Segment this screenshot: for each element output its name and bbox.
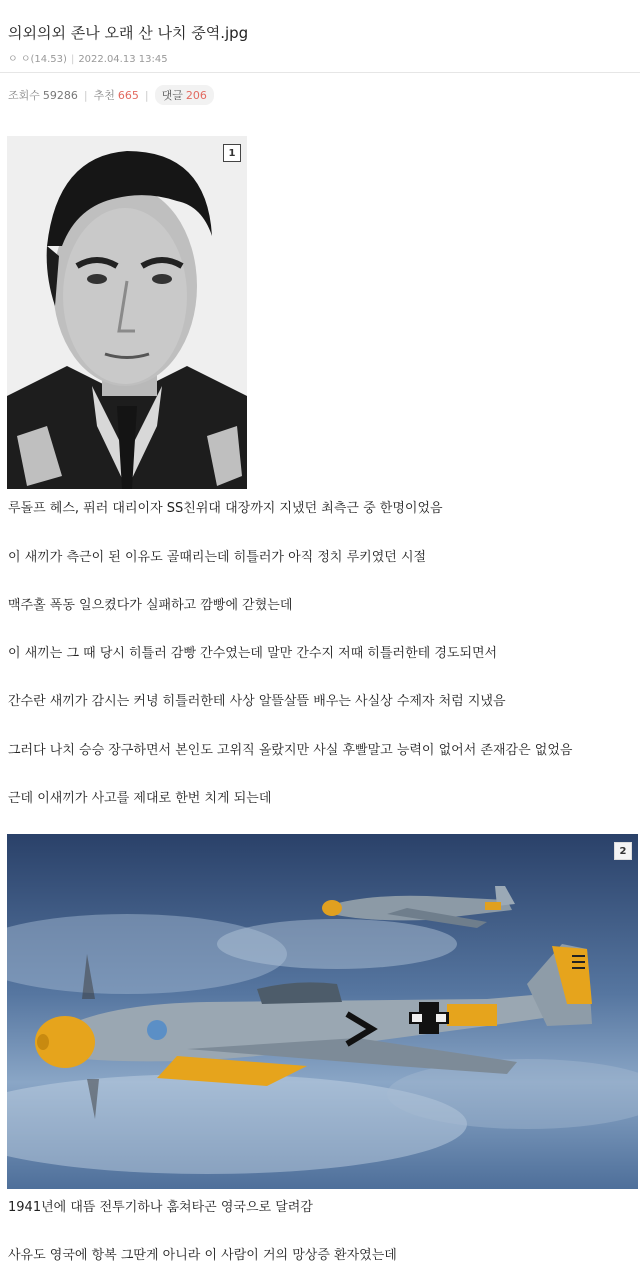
- body-line: 이 새끼는 그 때 당시 히틀러 감빵 간수였는데 말만 간수지 저때 히틀러한테 경도되면서: [8, 646, 498, 661]
- aircraft-illustration: [7, 834, 638, 1189]
- body-line: 이 새끼가 측근이 된 이유도 골때리는데 히틀러가 아직 정치 루키였던 시절: [8, 550, 427, 565]
- post-datetime: 2022.04.13 13:45: [78, 54, 168, 65]
- reply-count-button[interactable]: [155, 85, 214, 105]
- body-line: 루돌프 헤스, 퓌러 대리이자 SS친위대 대장까지 지냈던 최측근 중 한명이었음: [8, 501, 443, 516]
- meta-divider: |: [70, 54, 75, 65]
- replies-count: 206: [185, 88, 207, 102]
- portrait-illustration: [7, 136, 247, 489]
- body-line: 그러다 나치 승승 장구하면서 본인도 고위직 올랐지만 사실 후빨말고 능력이 없어서 존재감은 없었음: [8, 743, 573, 758]
- body-line: 간수란 새끼가 감시는 커녕 히틀러한테 사상 알뜰살뜰 배우는 사실상 수제자 처럼 지냈음: [8, 694, 506, 709]
- post-image-aircraft[interactable]: [7, 834, 638, 1189]
- recommend-label: 추천: [93, 89, 115, 102]
- author-name[interactable]: ㅇ ㅇ(14.53): [8, 54, 67, 65]
- body-line: 사유도 영국에 항복 그딴게 아니라 이 사람이 거의 망상증 환자였는데: [8, 1248, 397, 1263]
- views-label: 조회수: [8, 89, 40, 102]
- post-image-portrait[interactable]: [7, 136, 247, 489]
- image-index-badge: 1: [223, 144, 241, 162]
- post-title: 의외의외 존나 오래 산 나치 중역.jpg: [8, 24, 249, 42]
- recommend-count: 665: [117, 88, 139, 102]
- post-stats: [8, 86, 214, 104]
- stats-divider: |: [83, 88, 88, 102]
- body-line: 근데 이새끼가 사고를 제대로 한번 치게 되는데: [8, 791, 272, 806]
- post-header: [0, 0, 640, 73]
- views-count: 59286: [42, 88, 78, 102]
- stats-divider: |: [144, 88, 149, 102]
- body-line: 맥주홀 폭동 일으켰다가 실패하고 깜빵에 갇혔는데: [8, 598, 293, 613]
- replies-label: 댓글: [161, 89, 183, 102]
- image-index-badge: 2: [614, 842, 632, 860]
- post-meta: [8, 50, 168, 65]
- body-line: 1941년에 대뜸 전투기하나 훔쳐타곤 영국으로 달려감: [8, 1200, 313, 1215]
